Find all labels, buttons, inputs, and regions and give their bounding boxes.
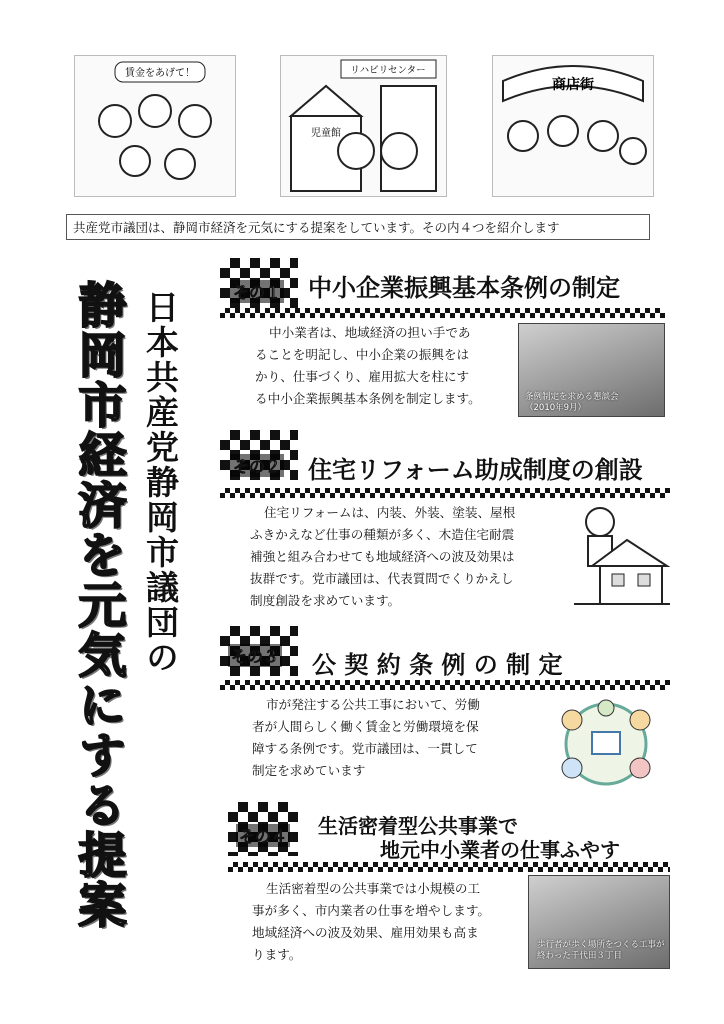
illustration-workers [74,55,236,197]
section-number: その１ [230,280,284,303]
illus-label: 賃金をあげて！ [125,68,195,79]
section-heading-4-line2: 地元中小業者の仕事ふやす [380,838,620,862]
section-divider [220,680,670,690]
section-body-1: 中小業者は、地域経済の担い手であ ることを明記し、中小企業の振興をは かり、仕事づくり、雇用拡大を柱にす る中小企業振興基本条例を制定します。 [255,325,481,406]
section-heading-2: 住宅リフォーム助成制度の創設 [308,456,643,484]
section-heading-1: 中小企業振興基本条例の制定 [308,274,620,302]
illustration-shopping-street [492,55,654,197]
page-title: 静岡市経済を元気にする提案 [70,280,126,930]
illustration-contract-diagram [552,698,660,790]
section-marker-4 [228,802,298,856]
illustration-rehab-center [280,55,447,197]
photo-meeting [518,323,665,417]
section-number: その３ [228,644,282,667]
section-number: その２ [230,454,284,477]
section-divider [228,862,670,872]
section-marker-2 [220,430,298,480]
intro-text: 共産党市議団は、静岡市経済を元気にする提案をしています。その内４つを紹介します [66,214,650,240]
illus-label: 児童館 [311,128,341,139]
illus-label: 商店街 [552,77,594,93]
section-divider [220,488,670,498]
photo-street [528,875,670,969]
section-marker-3 [220,626,298,676]
section-heading-4-line1: 生活密着型公共事業で [318,814,518,838]
page-subtitle: 日本共産党静岡市議団の [141,290,180,675]
section-divider [220,308,665,318]
section-body-4: 生活密着型の公共事業では小規模の工 事が多く、市内業者の仕事を増やします。 地域経済への波及効果、雇用効果も高ま ります。 [252,881,491,962]
photo-caption: 条例制定を求める懇談会 （2010年9月） [525,392,619,413]
photo-caption: 歩行者が歩く場所をつくる工事が 終わった千代田３丁目 [537,940,665,961]
illustration-house-carpenter [572,500,672,608]
section-body-2: 住宅リフォームは、内装、外装、塗装、屋根 ふきかえなど仕事の種類が多く、木造住宅耐震 補強と組み合わせても地域経済への波及効果は 抜群です。党市議団は、代表質問でくりかえし 制度創設を求めています。 [250,505,516,608]
section-number: その４ [236,824,290,847]
section-heading-3: 公 契 約 条 例 の 制 定 [312,651,563,679]
section-body-3: 市が発注する公共工事において、労働 者が人間らしく働く賃金と労働環境を保 障する条例です。党市議団は、一貫して 制定を求めています [252,697,480,778]
illus-label: リハビリセンター [350,65,426,76]
section-marker-1 [220,258,298,308]
